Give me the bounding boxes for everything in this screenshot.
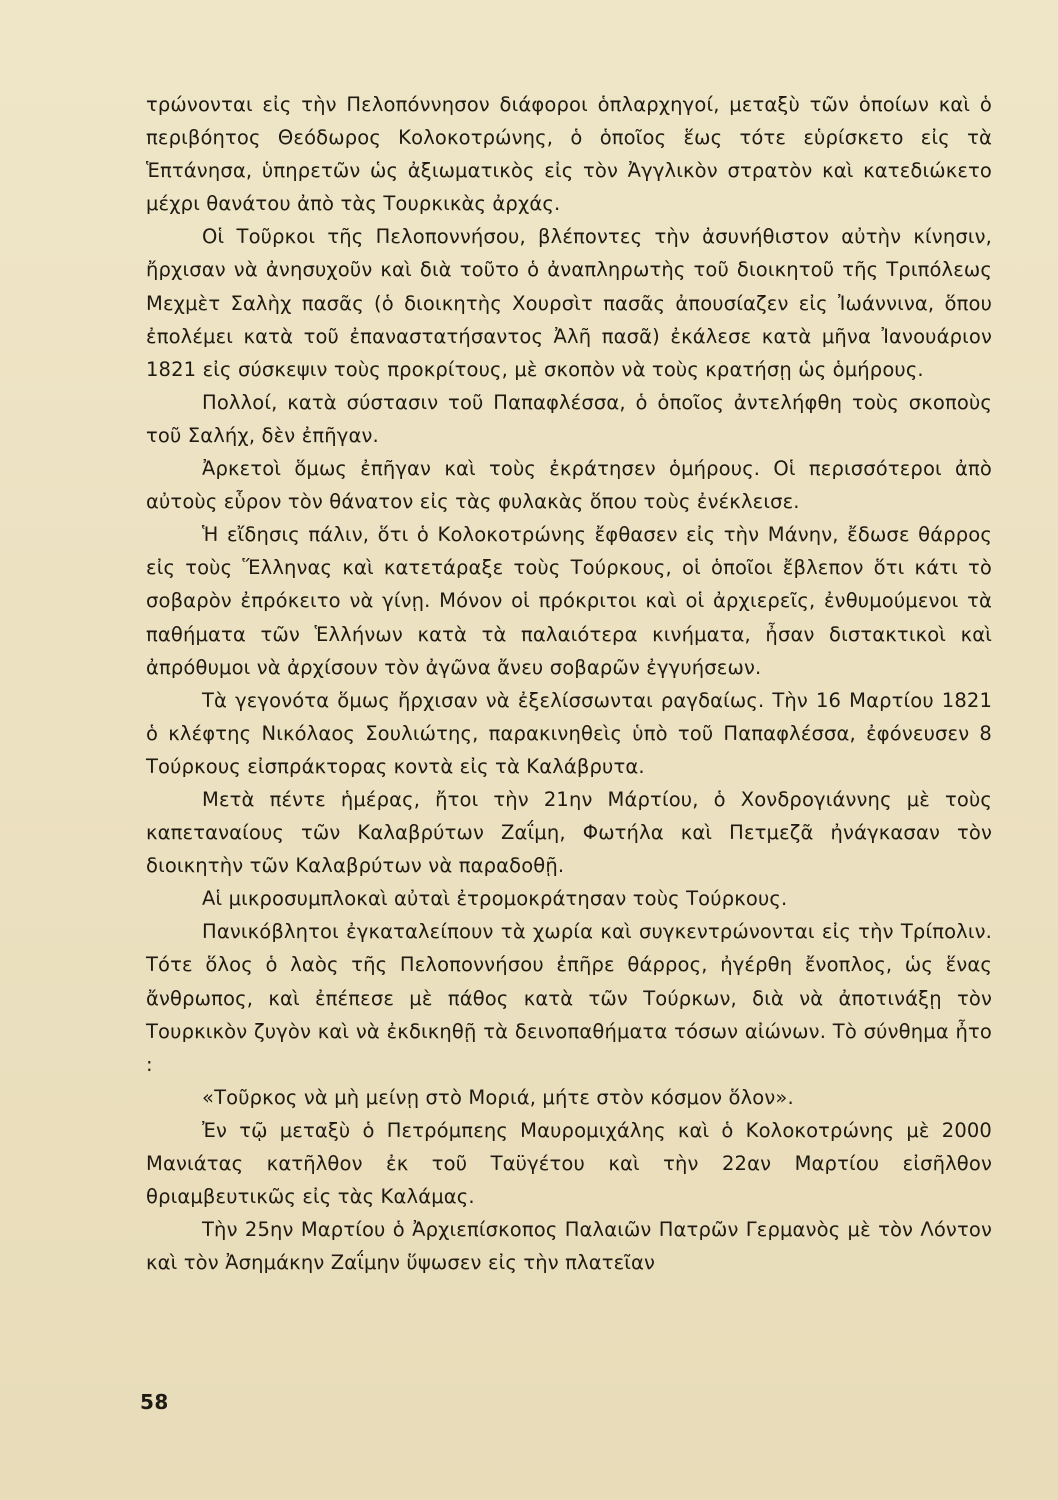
paragraph: Μετὰ πέντε ἡμέρας, ἤτοι τὴν 21ην Μάρτίου, ὁ Χονδρογιάννης μὲ τοὺς καπεταναίους τῶν Καλαβρύτων Ζαΐμη, Φωτήλα καὶ Πετμεζᾶ ἠνάγκασαν τὸν διοικητὴν τῶν Καλαβρύτων νὰ παραδοθῇ. <box>146 787 992 878</box>
paragraph: τρώνονται εἰς τὴν Πελοπόννησον διάφοροι ὁπλαρχηγοί, μεταξὺ τῶν ὁποίων καὶ ὁ περιβόητος Θεόδωρος Κολοκοτρώνης, ὁ ὁποῖος ἕως τότε εὑρίσκετο εἰς τὰ Ἑπτάνησα, ὑπηρετῶν ὡς ἀξιωματικὸς εἰς τὸν Ἀγγλικὸν στρατὸν καὶ κατεδιώκετο μέχρι θανάτου ἀπὸ τὰς Τουρκικὰς ἀρχάς. <box>146 93 992 216</box>
paragraph: Ἡ εἴδησις πάλιν, ὅτι ὁ Κολοκοτρώνης ἔφθασεν εἰς τὴν Μάνην, ἔδωσε θάρρος εἰς τοὺς Ἕλληνας καὶ κατετάραξε τοὺς Τούρκους, οἱ ὁποῖοι ἔβλεπον ὅτι κάτι τὸ σοβαρὸν ἐπρόκειτο νὰ γίνῃ. Μόνον οἱ πρόκριτοι καὶ οἱ ἀρχιερεῖς, ἐνθυμούμενοι τὰ παθήματα τῶν Ἑλλήνων κατὰ τὰ παλαιότερα κινήματα, ἦσαν διστακτικοὶ καὶ ἀπρόθυμοι νὰ ἀρχίσουν τὸν ἀγῶνα ἄνευ σοβαρῶν ἐγγυήσεων. <box>146 523 992 679</box>
paragraph: Τὰ γεγονότα ὅμως ἤρχισαν νὰ ἐξελίσσωνται ραγδαίως. Τὴν 16 Μαρτίου 1821 ὁ κλέφτης Νικόλαος Σουλιώτης, παρακινηθεὶς ὑπὸ τοῦ Παπαφλέσσα, ἐφόνευσεν 8 Τούρκους εἰσπράκτορας κοντὰ εἰς τὰ Καλάβρυτα. <box>146 688 992 778</box>
page-number: 58 <box>140 1390 169 1414</box>
body-text <box>146 88 992 1279</box>
paragraph: Οἱ Τοῦρκοι τῆς Πελοποννήσου, βλέποντες τὴν ἀσυνήθιστον αὐτὴν κίνησιν, ἤρχισαν νὰ ἀνησυχοῦν καὶ διὰ τοῦτο ὁ ἀναπληρωτὴς τοῦ διοικητοῦ τῆς Τριπόλεως Μεχμὲτ Σαλὴχ πασᾶς (ὁ διοικητὴς Χουρσὶτ πασᾶς ἀπουσίαζεν εἰς Ἰωάννινα, ὅπου ἐπολέμει κατὰ τοῦ ἐπαναστατήσαντος Ἀλῆ πασᾶ) ἐκάλεσε κατὰ μῆνα Ἰανουάριον 1821 εἰς σύσκεψιν τοὺς προκρίτους, μὲ σκοπὸν νὰ τοὺς κρατήσῃ ὡς ὁμήρους. <box>146 225 992 381</box>
paragraph: «Τοῦρκος νὰ μὴ μείνῃ στὸ Μοριά, μήτε στὸν κόσμον ὅλον». <box>202 1085 794 1109</box>
paragraph: Ἐν τῷ μεταξὺ ὁ Πετρόμπεης Μαυρομιχάλης καὶ ὁ Κολοκοτρώνης μὲ 2000 Μανιάτας κατῆλθον ἐκ τοῦ Ταϋγέτου καὶ τὴν 22αν Μαρτίου εἰσῆλθον θριαμβευτικῶς εἰς τὰς Καλάμας. <box>146 1118 992 1209</box>
paragraph: Τὴν 25ην Μαρτίου ὁ Ἀρχιεπίσκοπος Παλαιῶν Πατρῶν Γερμανὸς μὲ τὸν Λόντον καὶ τὸν Ἀσημάκην Ζαΐμην ὕψωσεν εἰς τὴν πλατεῖαν <box>146 1218 992 1275</box>
paragraph: Πολλοί, κατὰ σύστασιν τοῦ Παπαφλέσσα, ὁ ὁποῖος ἀντελήφθη τοὺς σκοποὺς τοῦ Σαλήχ, δὲν ἐπῆγαν. <box>146 390 992 447</box>
paragraph: Ἀρκετοὶ ὅμως ἐπῆγαν καὶ τοὺς ἐκράτησεν ὁμήρους. Οἱ περισσότεροι ἀπὸ αὐτοὺς εὗρον τὸν θάνατον εἰς τὰς φυλακὰς ὅπου τοὺς ἐνέκλεισε. <box>146 457 992 514</box>
paragraph: Πανικόβλητοι ἐγκαταλείπουν τὰ χωρία καὶ συγκεντρώνονται εἰς τὴν Τρίπολιν. Τότε ὅλος ὁ λαὸς τῆς Πελοποννήσου ἐπῆρε θάρρος, ἠγέρθη ἔνοπλος, ὡς ἕνας ἄνθρωπος, καὶ ἐπέπεσε μὲ πάθος κατὰ τῶν Τούρκων, διὰ νὰ ἀποτινάξῃ τὸν Τουρκικὸν ζυγὸν καὶ νὰ ἐκδικηθῇ τὰ δεινοπαθήματα τόσων αἰώνων. Τὸ σύνθημα ἦτο : <box>146 920 992 1076</box>
paragraph: Αἱ μικροσυμπλοκαὶ αὐταὶ ἐτρομοκράτησαν τοὺς Τούρκους. <box>202 887 788 911</box>
